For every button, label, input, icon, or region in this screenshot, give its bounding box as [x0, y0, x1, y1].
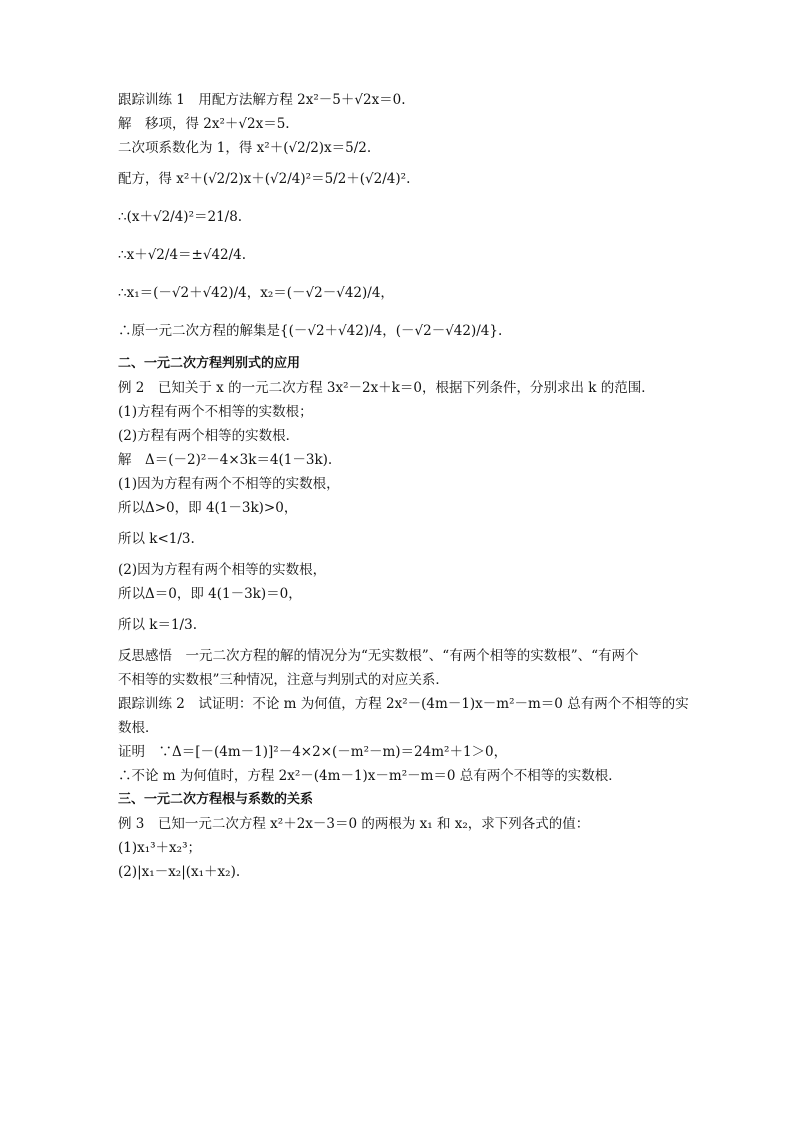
proof-line-1: 证明 ∵Δ＝[－(4m－1)]²－4×2×(－m²－m)＝24m²＋1＞0，	[118, 744, 508, 760]
example-2-title: 例 2 已知关于 x 的一元二次方程 3x²－2x＋k＝0，根据下列条件，分别求出 k 的范围．	[118, 380, 655, 396]
section-3-heading: 三、一元二次方程根与系数的关系	[118, 792, 314, 807]
example-2-step-6: 所以 k＝1/3.	[118, 617, 197, 633]
solution-step-3: 配方，得 x²＋(√2/2)x＋(√2/4)²＝5/2＋(√2/4)².	[118, 171, 411, 187]
solution-step-4: ∴(x＋√2/4)²＝21/8.	[118, 209, 243, 225]
example-2-step-3: 所以 k<1/3.	[118, 531, 195, 547]
exercise-1-title: 跟踪训练 1 用配方法解方程 2x²－5＋√2x＝0.	[118, 92, 406, 108]
example-2-step-4: (2)因为方程有两个相等的实数根，	[118, 562, 327, 578]
reflection-line-1: 反思感悟 一元二次方程的解的情况分为“无实数根”、“有两个相等的实数根”、“有两个	[118, 648, 639, 664]
solution-step-5: ∴x＋√2/4＝±√42/4.	[118, 247, 247, 263]
solution-step-6: ∴x₁＝(－√2＋√42)/4，x₂＝(－√2－√42)/4，	[118, 285, 394, 301]
reflection-line-2: 不相等的实数根”三种情况，注意与判别式的对应关系．	[118, 672, 449, 688]
example-3-title: 例 3 已知一元二次方程 x²＋2x－3＝0 的两根为 x₁ 和 x₂，求下列各式的值：	[118, 816, 590, 832]
exercise-2-line-2: 数根．	[118, 720, 159, 736]
example-3-part-2: (2)|x₁－x₂|(x₁＋x₂).	[118, 864, 241, 880]
example-2-part-1: (1)方程有两个不相等的实数根；	[118, 404, 313, 420]
solution-step-1: 解 移项，得 2x²＋√2x＝5.	[118, 116, 290, 132]
example-2-step-5: 所以Δ＝0，即 4(1－3k)＝0，	[118, 586, 302, 602]
proof-line-2: ∴不论 m 为何值时，方程 2x²－(4m－1)x－m²－m＝0 总有两个不相等的实数根．	[118, 768, 622, 784]
solution-set: ∴原一元二次方程的解集是{(－√2＋√42)/4，(－√2－√42)/4}.	[118, 323, 503, 339]
example-2-solution: 解 Δ＝(－2)²－4×3k＝4(1－3k).	[118, 452, 333, 468]
example-2-part-2: (2)方程有两个相等的实数根．	[118, 428, 300, 444]
exercise-2-line-1: 跟踪训练 2 试证明：不论 m 为何值，方程 2x²－(4m－1)x－m²－m＝0 总有两个不相等的实	[118, 696, 689, 712]
example-2-step-2: 所以Δ>0，即 4(1－3k)>0，	[118, 500, 298, 516]
solution-step-2: 二次项系数化为 1，得 x²＋(√2/2)x＝5/2.	[118, 140, 372, 156]
example-2-step-1: (1)因为方程有两个不相等的实数根，	[118, 476, 340, 492]
document-body	[118, 88, 689, 884]
example-3-part-1: (1)x₁³＋x₂³；	[118, 840, 201, 856]
section-2-heading: 二、一元二次方程判别式的应用	[118, 356, 301, 371]
